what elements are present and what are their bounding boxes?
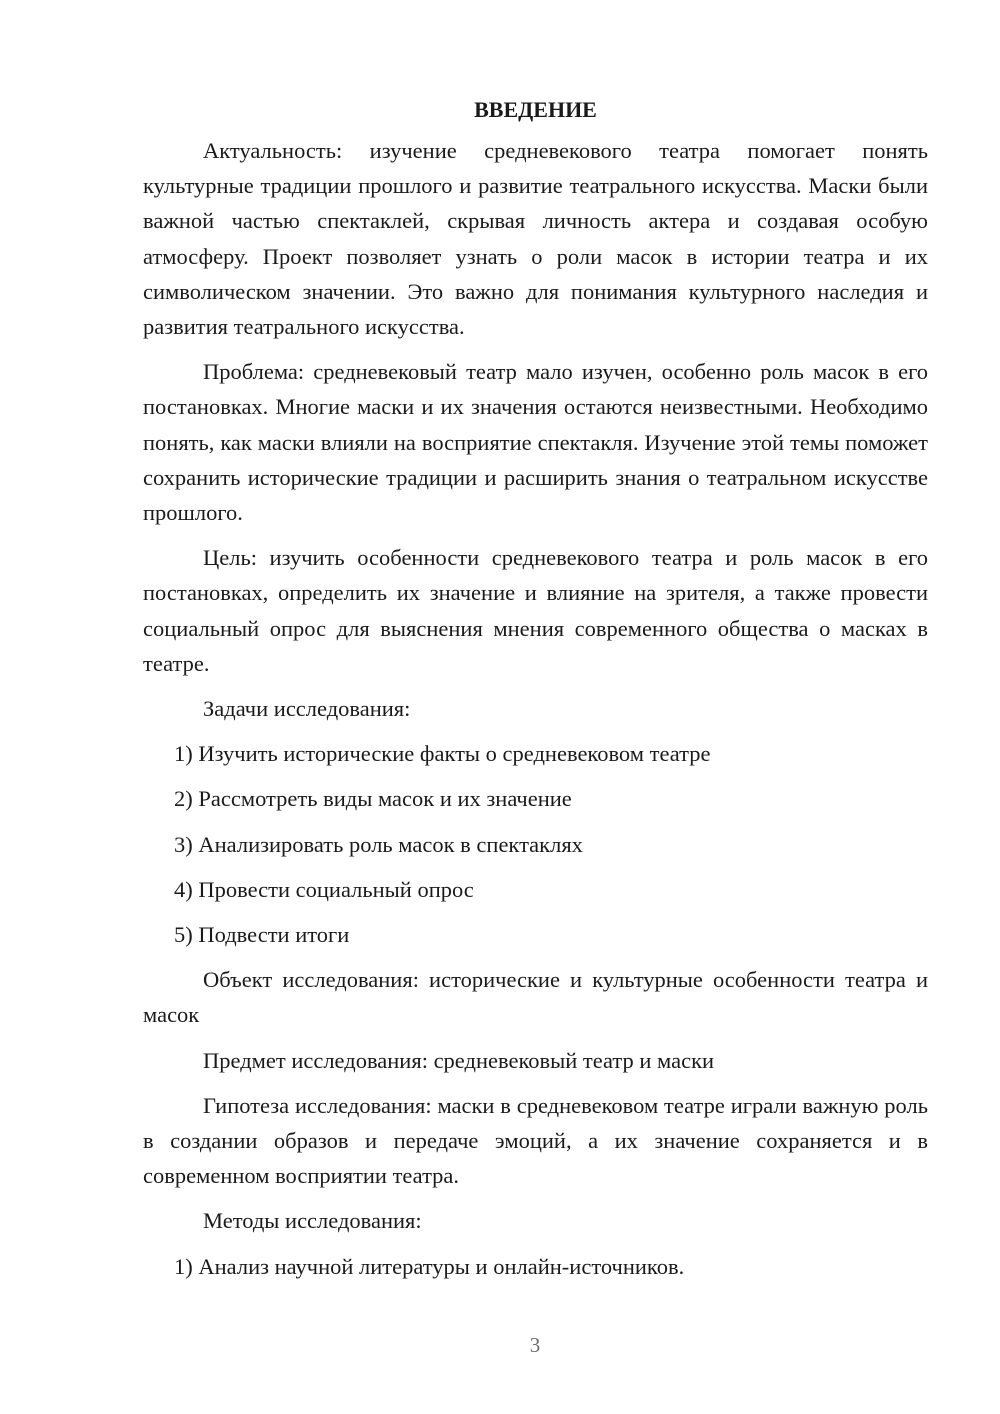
subject-paragraph: Предмет исследования: средневековый театр и маски — [203, 1047, 715, 1073]
goal-paragraph: Цель: изучить особенности средневекового театра и роль масок в его постановках, определить их значение и влияние на зрителя, а также провести социальный опрос для выяснения мнения современного общества о масках в театре. — [143, 545, 928, 676]
tasks-heading: Задачи исследования: — [203, 696, 411, 722]
object-paragraph: Объект исследования: исторические и культурные особенности театра и масок — [143, 967, 928, 1028]
method-item: 1) Анализ научной литературы и онлайн-источников. — [174, 1253, 685, 1279]
task-item: 4) Провести социальный опрос — [174, 876, 474, 902]
task-item: 3) Анализировать роль масок в спектаклях — [174, 831, 583, 857]
methods-list — [143, 1249, 928, 1284]
hypothesis-paragraph: Гипотеза исследования: маски в средневековом театре играли важную роль в создании образов и передаче эмоций, а их значение сохраняется и в современном восприятии театра. — [143, 1092, 928, 1189]
tasks-list — [143, 736, 928, 952]
task-item: 1) Изучить исторические факты о средневековом театре — [174, 741, 711, 767]
problem-paragraph: Проблема: средневековый театр мало изучен, особенно роль масок в его постановках. Многие маски и их значения остаются неизвестными. Необходимо понять, как маски влияли на восприятие спектакля. Изучение этой темы поможет сохранить исторические традиции и расширить знания о театральном искусстве прошлого. — [143, 359, 928, 526]
methods-heading: Методы исследования: — [203, 1208, 422, 1234]
page-number: 3 — [529, 1333, 541, 1357]
relevance-paragraph: Актуальность: изучение средневекового театра помогает понять культурные традиции прошлого и развитие театрального искусства. Маски были важной частью спектаклей, скрывая личность актера и создавая особую атмосферу. Проект позволяет узнать о роли масок в истории театра и их символическом значении. Это важно для понимания культурного наследия и развития театрального искусства. — [143, 138, 928, 340]
task-item: 5) Подвести итоги — [174, 922, 350, 948]
section-title: ВВЕДЕНИЕ — [474, 97, 597, 122]
document-page — [143, 95, 928, 1294]
task-item: 2) Рассмотреть виды масок и их значение — [174, 786, 572, 812]
